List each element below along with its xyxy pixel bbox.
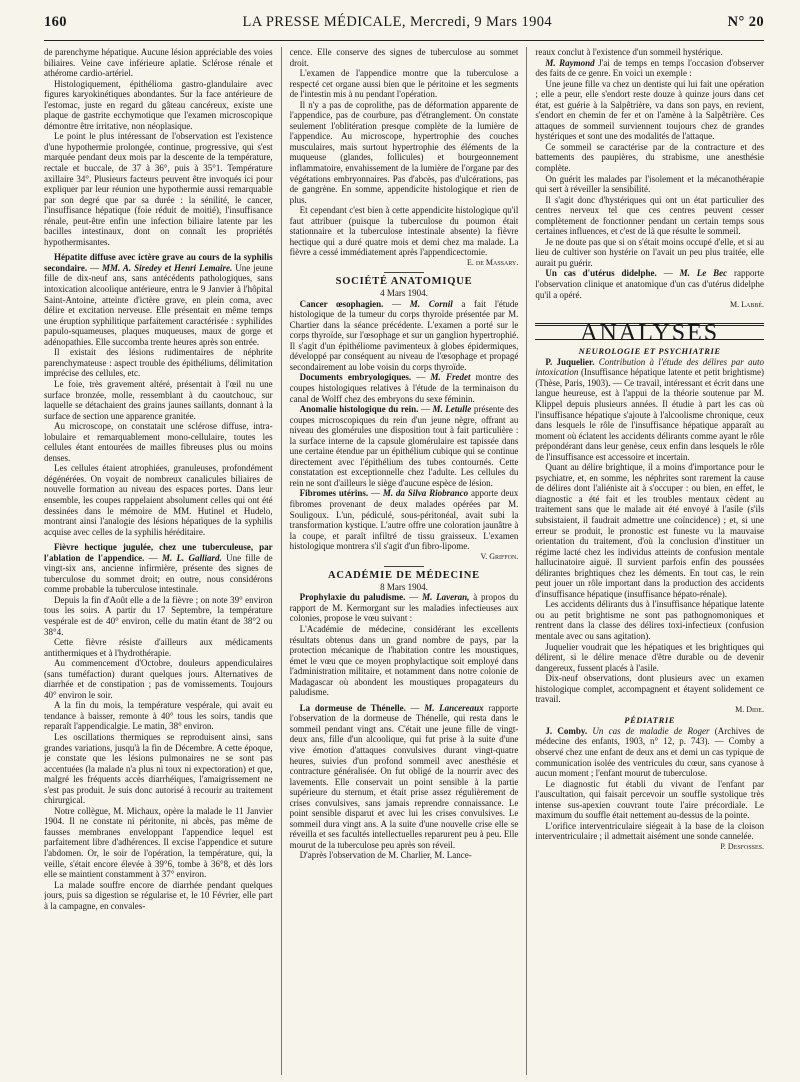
page-number: 160 [44,14,67,30]
journal-title: LA PRESSE MÉDICALE, Mercredi, 9 Mars 1904 [242,14,553,30]
article-title: Documents embryologiques. [299,372,412,383]
review-reference: (Insuffisance hépatique latente et petit brightisme) (Thèse, Paris, 1903). [535,367,765,388]
paragraph: Histologiquement, épithélioma gastro-glandulaire avec figures karyokinétiques abondantes. Sur la face antérieure de l'estomac, juste en regard du gâteau cancéreux, existe une plaque de gastrite ecchymotique que l'examen microscopique démontre être irritative, non néoplasique. [44,78,273,131]
article-entry: Hépatite diffuse avec ictère grave au cours de la syphilis secondaire. — MM. A. Siredey et Henri Lemaire. Une jeune fille de dix-neuf ans, sans antécédents pathologiques, sans intoxication alcoolique antérieure, entra le 9 Janvier à l'hôpital Saint-Antoine, atteinte d'ictère grave, en plein coma, avec délire et excitation nerveuse. Elle présentait en même temps une éruption syphilitique parfaitement caractérisée : syphilides papulo-squameuses, plaques muqueuses, maux de gorge et adénopathies. Elle succomba trente heures après son entrée. [44,252,273,347]
article-title: Hépatite diffuse avec ictère grave au cours de la syphilis secondaire. [44,252,273,273]
paragraph: reaux conclut à l'existence d'un sommeil hystérique. [535,47,723,57]
paragraph: Il existait des lésions rudimentaires de néphrite parenchymateuse : aspect trouble des épithéliums, délimitation imprécise des cellules, etc. [44,347,273,379]
subsection-title: NEUROLOGIE ET PSYCHIATRIE [578,346,721,357]
signature: M. Dide. [735,704,765,714]
paragraph: Je ne doute pas que si on s'était moins occupé d'elle, et si au lieu de cultiver son hystérie on l'avait un peu plus traitée, elle aurait pu guérir. [535,236,765,268]
paragraph: Le point le plus intéressant de l'observation est l'existence d'une hypothermie prolongée, continue, progressive, qui s'est marquée pendant deux mois par la descente de la température, rectale et buccale, de 37 à 36°, puis à 35°1. Température axillaire 34°. Plusieurs facteurs peuvent être invoqués ici pour expliquer par leur réunion une hypothermie aussi remarquable par son degré que par sa durée : la sénilité, le cancer, l'insuffisance hépatique (foie réduit de moitié), l'insuffisance rénale, peut-être enfin une infection biliaire latente par les bacilles intestinaux, dont on connaît les propriétés hypothermisantes. [44,131,273,247]
article-body: rapporte l'observation de la dormeuse de Thénelle, qui resta dans le sommeil pendant vingt ans. C'était une jeune fille de vingt-deux ans, fille d'un alcoolique, qui fut prise à la suite d'une vive émotion d'attaques convulsives durant vingt-quatre heures, suivies d'un profond sommeil avec anesthésie et contracture généralisée. On fut obligé de la nourrir avec des lavements. Elle conservait un point sensible à la partie supérieure du sternum, et était prise assez régulièrement de crises convulsives, sans jamais reprendre connaissance. Le point sensible disparut et avec lui les crises convulsives. Le sommeil dura vingt ans. A la suite d'une nouvelle crise elle se réveilla et ses facultés intellectuelles reparurent peu à peu. Elle mourut de la tuberculose peu après son réveil. [289,702,519,850]
article-title: Cancer œsophagien. [299,298,384,309]
article-body: Une jeune fille de dix-neuf ans, sans antécédents pathologiques, sans intoxication alcoolique antérieure, entra le 9 Janvier à l'hôpital Saint-Antoine, atteinte d'ictère grave, en plein coma, avec délire et excitation nerveuse. Elle présentait en même temps une éruption syphilitique parfaitement caractérisée : syphilides papulo-squameuses, plaques muqueuses, maux de gorge et adénopathies. Elle succomba trente heures après son entrée. [44,262,273,347]
paragraph: Juquelier voudrait que les hépatiques et les brightiques qui délirent, si le délire menace d'être durable ou de devenir dangereux, fussent placés à l'asile. [535,641,765,673]
section-title: SOCIÉTÉ ANATOMIQUE [335,276,473,288]
paragraph: Cette fièvre résiste d'ailleurs aux médicaments antithermiques et à l'hydrothérapie. [44,637,273,658]
signature: P. Desfosses. [720,841,765,851]
review-title: Contribution à l'étude des délires par auto intoxication [535,356,764,378]
article-authors: M. da Silva Riobranco [382,488,469,499]
paragraph: Les cellules étaient atrophiées, granuleuses, profondément dégénérées. On voyait de nombreux canalicules biliaires de nouvelle formation au niveau des espaces portes. Dans leur ensemble, les coupes rappelaient absolument celles qui ont été dessinées dans le mémoire de MM. Hutinel et Hudelo, montrant ainsi l'analogie des lésions hépatiques de la syphilis acquise avec celles de la syphilis héréditaire. [44,463,273,537]
article-entry: Fièvre hectique jugulée, chez une tuberculeuse, par l'ablation de l'appendice. — M. L. Galliard. Une fille de vingt-six ans, ancienne infirmière, présente des signes de tuberculose du sommet droit; en outre, nous considérons comme probable la tuberculose intestinale. [44,542,273,595]
paragraph: Les accidents délirants dus à l'insuffisance hépatique latente ou au petit brightisme ne sont pas pathognomoniques et rentrent dans la classe des délires toxi-infectieux (confusion mentale avec ou sans agitation). [535,599,765,641]
paragraph: Depuis la fin d'Août elle a de la fièvre ; on note 39° environ tous les soirs. A partir du 17 Septembre, la température vespérale est de 40° environ, celle du matin étant de 38°2 ou 38°4. [44,594,273,637]
section-title: ACADÉMIE DE MÉDECINE [328,570,480,582]
article-body: montre des coupes histologiques relatives à l'étude de la terminaison du canal de Wolff chez des embryons du sexe féminin. [289,372,519,404]
paragraph: Quant au délire brightique, il a moins d'importance pour le psychiatre, et, en somme, les néphrites sont rarement la cause de délires dont l'aliéniste ait à s'occuper : ou bien, en effet, le diagnostic a été fait et les troubles mentaux cèdent au traitement sans que le malade ait été envoyé à l'asile (s'ils subsistaient, il faudrait admettre une coïncidence) ; et, si une erreur se produit, le pronostic est funeste vu la mauvaise orientation du traitement, d'où la conclusion d'instituer un régime lacté chez les individus atteints de confusion mentale hallucinatoire aiguë. Il survient parfois enfin des poussées délirantes brightiques chez les déments. En tout cas, le rein peut jouer un rôle important dans la production des accidents d'insuffisance hépatique (insuffisance hépato-rénale). [535,462,765,599]
paragraph: cence. Elle conserve des signes de tuberculose au sommet droit. [289,47,519,68]
article-authors: M. Laveran, [422,592,470,603]
article-title: Fièvre hectique jugulée, chez une tuberculeuse, par l'ablation de l'appendice. [44,542,273,563]
article-title: Anomalie histologique du rein. [299,404,419,415]
article-title: Prophylaxie du paludisme. [299,592,406,603]
review-title: Un cas de maladie de Roger [592,725,710,736]
paragraph: Il s'agit donc d'hystériques qui ont un état particulier des centres nerveux tel que ces centres peuvent cesser complètement de fonctionner pendant un certain temps sous certaines influences, et c'est de là que résulte le sommeil. [535,194,765,237]
article-body: Une fille de vingt-six ans, ancienne infirmière, présente des signes de tuberculose du sommet droit; en outre, nous considérons comme probable la tuberculose intestinale. [44,552,273,595]
paragraph: Ce sommeil se caractérise par de la contracture et des battements des paupières, du strabisme, une anesthésie complète. [535,141,765,174]
paragraph: de parenchyme hépatique. Aucune lésion appréciable des voies biliaires. Veine cave inférieure aplatie. Sclérose rénale et athérome cardio-artériel. [44,47,273,79]
review-reference: (Archives de médecine des enfants, 1903, n° 12, p. 743). [535,725,765,747]
column-1 [44,47,273,1075]
subsection-title: PÉDIATRIE [624,715,676,726]
section-date: 4 Mars 1904. [380,288,428,299]
analyses-heading: ANALYSES [535,323,764,341]
paragraph: Au commencement d'Octobre, douleurs appendiculaires (sans tuméfaction) durant quelques jours. Alternatives de diarrhée et de constipation ; pas de vomissements. Toujours 40° environ le soir. [44,658,273,700]
article-entry: Fibromes utérins. — M. da Silva Riobranco apporte deux fibromes provenant de deux malades opérées par M. Souligoux. L'un, pédiculé, sous-péritonéal, avait subi la transformation kystique. L'autre offre une coloration jaunâtre à la coupe, et paraît infiltré de tissu graisseux. L'examen histologique montrera s'il s'agit d'un fibro-lipome. [289,488,519,552]
article-authors: M. Cornil [409,298,453,309]
signature: M. Labbé. [730,300,765,310]
article-entry: Anomalie histologique du rein. — M. Letulle présente des coupes microscopiques du rein d'un jeune nègre, offrant au niveau des glomérules une disposition tout à fait particulière : la surface interne de la capsule glomérulaire est tapissée dans une certaine étendue par un épithélium cubique qui se continue directement avec l'épithélium des tubes contournés. Cette constatation est exceptionnelle chez l'adulte. Les cellules du rein ne sont d'ailleurs le siège d'aucune espèce de lésion. [289,404,519,488]
section-date: 8 Mars 1904. [380,581,428,592]
signature: V. Griffon. [480,551,519,561]
paragraph: A la fin du mois, la température vespérale, qui avait eu tendance à baisser, remonte à 40° tous les soirs, tandis que reparaît l'appendicalgie. Le matin, 38° environ. [44,700,273,732]
review-author: P. Juquelier. [545,356,595,367]
paragraph: Il n'y a pas de coprolithe, pas de déformation apparente de l'appendice, pas de courbure, pas d'étranglement. On constate seulement l'oblitération presque complète de la lumière de l'appendice. Au microscope, hypertrophie des couches musculaires, mais surtout hypertrophie des éléments de la muqueuse (glandes, follicules) et bourgeonnement inflammatoire, envahissement de la lumière de l'organe par des végétations embryonnaires. Pas d'abcès, pas d'ulcérations, pas de gangrène. En somme, appendicite histologique et rien de plus. [289,99,519,205]
paragraph: Dix-neuf observations, dont plusieurs avec un examen histologique complet, accompagnent et étayent solidement ce travail. [535,673,765,705]
article-authors: MM. A. Siredey et Henri Lemaire. [102,262,233,273]
review-entry: P. Juquelier. Contribution à l'étude des délires par auto intoxication (Insuffisance hépatique latente et petit brightisme) (Thèse, Paris, 1903). — Ce travail, intéressant et écrit dans une langue heureuse, est à l'appui de la théorie soutenue par M. Klippel depuis plusieurs années. Il étudie à part les cas où l'insuffisance hépatique s'ajoute à l'alcoolisme chronique, ceux dans lesquels le rôle de l'insuffisance hépatique apparaît au moment où éclatent les accidents délirants comme ayant le rôle prépondérant dans leur genèse, ceux enfin dans lesquels le rôle de l'insuffisance est accessoire et incertain. [535,356,765,462]
article-body: J'ai de temps en temps l'occasion d'observer des faits de ce genre. En voici un exemple : [535,57,765,79]
paragraph: Et cependant c'est bien à cette appendicite histologique qu'il faut attribuer (puisque la tuberculose du poumon était stationnaire et la tuberculose intestinale absente) la fièvre hectique qui a duré quatre mois et demi chez ma malade. La fièvre a cessé immédiatement après l'appendicectomie. [289,205,519,258]
article-title: Un cas d'utérus didelphe. [545,268,657,279]
column-2 [281,47,519,1075]
paragraph: L'examen de l'appendice montre que la tuberculose a respecté cet organe aussi bien que le péritoine et les segments de l'intestin mis à nu pendant l'opération. [289,68,519,100]
article-entry: Un cas d'utérus didelphe. — M. Le Bec rapporte l'observation clinique et anatomique d'un cas d'utérus didelphe qu'il a opéré. [535,268,765,300]
article-entry: Documents embryologiques. — M. Fredet montre des coupes histologiques relatives à l'étude de la terminaison du canal de Wolff chez des embryons du sexe féminin. [289,372,519,404]
paragraph: L'Académie de médecine, considérant les excellents résultats obtenus dans un grand nombre de pays, par la protection mécanique de l'habitation contre les moustiques, émet le vœu que ce moyen prophylactique soit employé dans l'administration militaire, et notamment dans notre colonie de Madagascar où abondent les moustiques propagateurs du paludisme. [289,623,519,698]
review-body: Comby a observé chez une enfant de deux ans et demi un cas typique de communication isolée des ventricules du cœur, sans cyanose à aucun moment ; l'enfant mourut de tuberculose. [535,736,765,779]
article-authors: M. Raymond [545,57,595,68]
article-authors: M. Le Bec [679,268,728,279]
paragraph: Le foie, très gravement altéré, présentait à l'œil nu une surface bronzée, molle, ressemblant à du caoutchouc, sur laquelle se détachaient des grains jaunes saillants, donnant à la surface de section une apparence granitée. [44,378,273,421]
divider [384,566,424,567]
paragraph: Notre collègue, M. Michaux, opère la malade le 11 Janvier 1904. Il ne constate ni péritonite, ni abcès, pas même de fausses membranes enveloppant l'appendice lequel est parfaitement libre d'adhérences. Il excise l'appendice et suture l'abdomen. Or, le soir de l'opération, la température, qui, la veille, s'était encore élevée à 39°6, tombe à 36°8, et dès lors elle se maintient constamment à 37° environ. [44,805,273,880]
columns [44,47,764,1075]
review-entry: J. Comby. Un cas de maladie de Roger (Archives de médecine des enfants, 1903, n° 12, p. 743). — Comby a observé chez une enfant de deux ans et demi un cas typique de communication isolée des ventricules du cœur, sans cyanose à aucun moment ; l'enfant mourut de tuberculose. [535,725,765,779]
article-entry: Cancer œsophagien. — M. Cornil a fait l'étude histologique de la tumeur du corps thyroïde présentée par M. Chartier dans la séance précédente. L'examen a porté sur le corps thyroïde, sur l'œsophage et sur un ganglion hypertrophié. Il s'agit d'un épithéliome pavimenteux à globes épidermiques, développé par conséquent au niveau de l'œsophage et propagé secondairement au lobe voisin du corps thyroïde. [289,298,519,372]
header-rule [44,40,764,41]
paragraph: L'orifice interventriculaire siégeait à la base de la cloison interventriculaire ; il admettait aisément une sonde cannelée. [535,820,765,842]
paragraph: Le diagnostic fut établi du vivant de l'enfant par l'auscultation, qui faisait percevoir un souffle systolique très intense sus-apexien couvrant toute l'aire précordiale. Le maximum du souffle était nettement au-dessus de la pointe. [535,778,765,821]
article-body: a fait l'étude histologique de la tumeur du corps thyroïde présentée par M. Chartier dans la séance précédente. L'examen a porté sur le corps thyroïde, sur l'œsophage et sur un ganglion hypertrophié. Il s'agit d'un épithéliome pavimenteux à globes épidermiques, développé par conséquent au niveau de l'œsophage et propagé secondairement au lobe voisin du corps thyroïde. [289,298,519,372]
issue-number: N° 20 [727,14,764,30]
review-author: J. Comby. [545,725,588,736]
article-entry: La dormeuse de Thénelle. — M. Lancereaux rapporte l'observation de la dormeuse de Thénelle, qui resta dans le sommeil pendant vingt ans. C'était une jeune fille de vingt-deux ans, fille d'un alcoolique, qui fut prise à la suite d'une vive émotion d'attaques convulsives durant vingt-quatre heures, suivies d'un profond sommeil avec anesthésie et contracture généralisée. On fut obligé de la nourrir avec des lavements. Elle conservait un point sensible à la partie supérieure du sternum, et était prise assez régulièrement de crises convulsives, sans jamais reprendre connaissance. Le point sensible disparut et avec lui les crises convulsives. Le sommeil dura vingt ans. A la suite d'une nouvelle crise elle se réveilla et ses facultés intellectuelles reparurent peu à peu. Elle mourut de la tuberculose peu après son réveil. [289,702,519,850]
paragraph: D'après l'observation de M. Charlier, M. Lance- [299,850,472,861]
divider [384,272,424,273]
paragraph: Les oscillations thermiques se reproduisent ainsi, sans grandes variations, jusqu'à la fin de Décembre. A cette époque, je constate que les lésions pulmonaires ne se sont pas accentuées (la malade n'a plus ni toux ni expectoration) et que, malgré les fréquents accès diarrhéiques, l'amaigrissement ne s'est pas produit. Je suis donc autorisé à recourir au traitement chirurgical. [44,732,273,806]
article-entry: Prophylaxie du paludisme. — M. Laveran, à propos du rapport de M. Kermorgant sur les maladies infectieuses aux colonies, propose le vœu suivant : [289,592,519,624]
article-title: Fibromes utérins. [299,488,369,499]
article-title: La dormeuse de Thénelle. [299,702,406,713]
page-header [44,14,764,36]
article-authors: M. Fredet [430,372,471,383]
column-3 [526,47,764,1075]
signature: E. de Massary. [467,257,519,267]
paragraph: Au microscope, on constatait une sclérose diffuse, intra-lobulaire et remarquablement mono-cellulaire, toutes les cellules étant entourées de mailles fibreuses plus ou moins denses. [44,421,273,463]
article-authors: M. Letulle [432,404,472,415]
article-body: apporte deux fibromes provenant de deux malades opérées par M. Souligoux. L'un, pédiculé, sous-péritonéal, avait subi la transformation kystique. L'autre offre une coloration jaunâtre à la coupe, et paraît infiltré de tissu graisseux. L'examen histologique montrera s'il s'agit d'un fibro-lipome. [289,488,519,552]
article-body: à propos du rapport de M. Kermorgant sur les maladies infectieuses aux colonies, propose le vœu suivant : [289,592,519,624]
paragraph: Une jeune fille va chez un dentiste qui lui fait une opération ; elle a peur, elle s'endort reste douze à quinze jours dans cet état, est guérie à la Salpêtrière, va dans son pays, en revient, s'endort en chemin de fer et on l'amène à la Salpêtrière. Ces attaques de sommeil surviennent toujours chez de grandes hystériques et sont une des modalités de l'attaque. [535,78,765,142]
article-body: rapporte l'observation clinique et anatomique d'un cas d'utérus didelphe qu'il a opéré. [535,268,765,300]
article-body: présente des coupes microscopiques du rein d'un jeune nègre, offrant au niveau des glomérules une disposition tout à fait particulière : la surface interne de la capsule glomérulaire est tapissée dans une certaine étendue par un épithélium cubique qui se continue directement avec l'épithélium des tubes contournés. Cette constatation est exceptionnelle chez l'adulte. Les cellules du rein ne sont d'ailleurs le siège d'aucune espèce de lésion. [289,404,519,488]
paragraph: On guérit les malades par l'isolement et la mécanothérapie qui sert à réveiller la sensibilité. [535,173,765,195]
article-authors: M. Lancereaux [424,702,484,713]
article-authors: M. L. Galliard. [161,552,222,563]
paragraph: La malade souffre encore de diarrhée pendant quelques jours, puis sa digestion se régularise et, le 10 Février, elle part à la campagne, en convales- [44,879,273,911]
article-entry [535,58,764,79]
review-body: Ce travail, intéressant et écrit dans une langue heureuse, est à l'appui de la théorie soutenue par M. Klippel depuis plusieurs années. Il étudie à part les cas où l'insuffisance hépatique s'ajoute à l'alcoolisme chronique, ceux dans lesquels le rôle de l'insuffisance hépatique apparaît au moment où éclatent les accidents délirants comme ayant le rôle prépondérant dans leur genèse, ceux enfin dans lesquels le rôle de l'insuffisance est accessoire et incertain. [535,377,765,462]
